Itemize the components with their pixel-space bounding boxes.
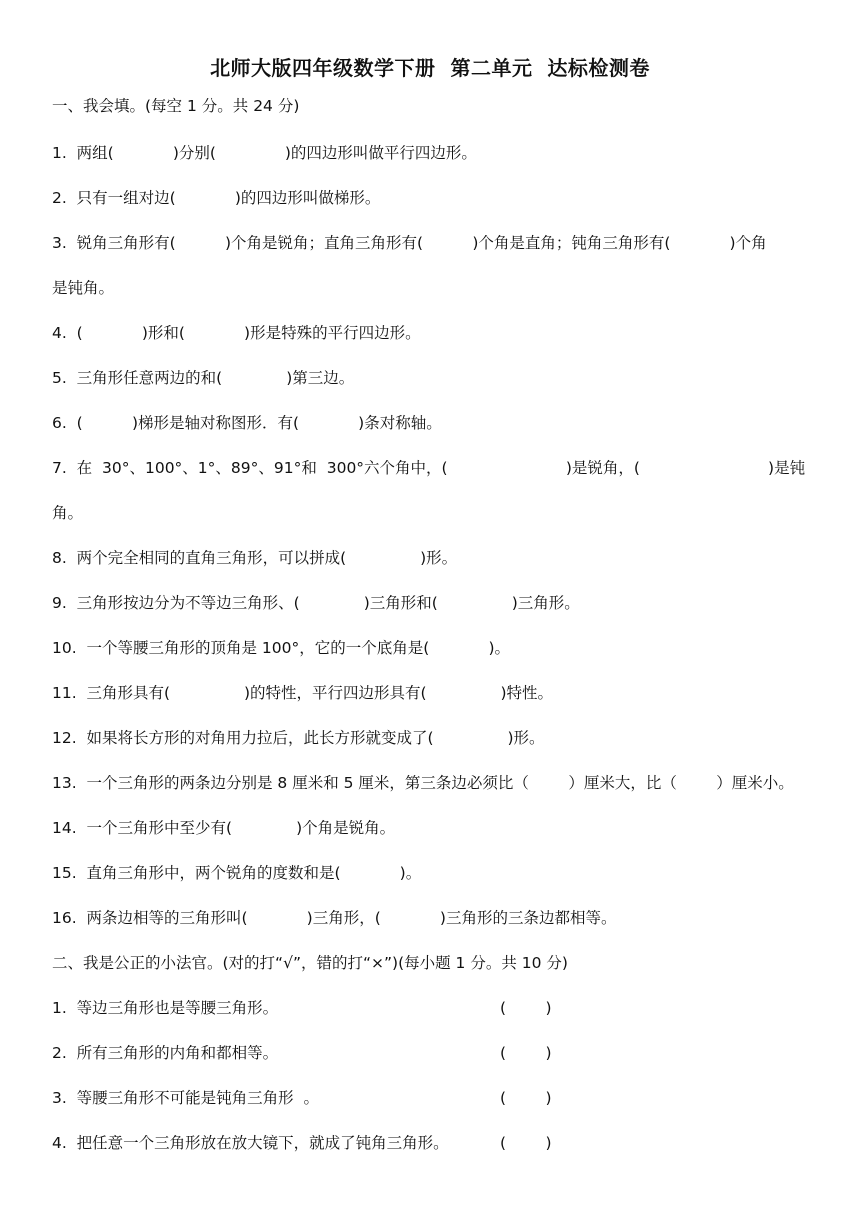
question-2: 2. 只有一组对边( )的四边形叫做梯形。 <box>52 189 381 207</box>
question-12: 12. 如果将长方形的对角用力拉后，此长方形就变成了( )形。 <box>52 729 545 747</box>
question-14: 14. 一个三角形中至少有( )个角是锐角。 <box>52 819 396 837</box>
answer-blank[interactable]: ( ) <box>500 1134 552 1152</box>
judge-item-text: 1. 等边三角形也是等腰三角形。 <box>52 999 279 1017</box>
question-7: 7. 在 30°、100°、1°、89°、91°和 300°六个角中，( )是锐角，( )是钝 <box>52 459 806 477</box>
question-13: 13. 一个三角形的两条边分别是 8 厘米和 5 厘米，第三条边必须比（ ）厘米大，比（ ）厘米小。 <box>52 774 794 792</box>
question-9: 9. 三角形按边分为不等边三角形、( )三角形和( )三角形。 <box>52 594 580 612</box>
answer-blank[interactable]: ( ) <box>500 999 552 1017</box>
judge-item-text: 3. 等腰三角形不可能是钝角三角形 。 <box>52 1089 319 1107</box>
question-5: 5. 三角形任意两边的和( )第三边。 <box>52 369 355 387</box>
judge-item-text: 2. 所有三角形的内角和都相等。 <box>52 1044 279 1062</box>
question-11: 11. 三角形具有( )的特性，平行四边形具有( )特性。 <box>52 684 554 702</box>
judge-item-4 <box>52 1131 812 1203</box>
question-8: 8. 两个完全相同的直角三角形，可以拼成( )形。 <box>52 549 458 567</box>
question-4: 4. ( )形和( )形是特殊的平行四边形。 <box>52 324 421 342</box>
question-3: 3. 锐角三角形有( )个角是锐角；直角三角形有( )个角是直角；钝角三角形有( )个角 <box>52 234 767 252</box>
question-1: 1. 两组( )分别( )的四边形叫做平行四边形。 <box>52 144 477 162</box>
judge-item-text: 4. 把任意一个三角形放在放大镜下，就成了钝角三角形。 <box>52 1134 449 1152</box>
question-10: 10. 一个等腰三角形的顶角是 100°，它的一个底角是( )。 <box>52 639 510 657</box>
question-16: 16. 两条边相等的三角形叫( )三角形，( )三角形的三条边都相等。 <box>52 909 617 927</box>
question-3-continued: 是钝角。 <box>52 279 115 297</box>
answer-blank[interactable]: ( ) <box>500 1044 552 1062</box>
answer-blank[interactable]: ( ) <box>500 1089 552 1107</box>
question-15: 15. 直角三角形中，两个锐角的度数和是( )。 <box>52 864 422 882</box>
section1-heading: 一、我会填。(每空 1 分。共 24 分) <box>52 97 300 115</box>
question-6: 6. ( )梯形是轴对称图形．有( )条对称轴。 <box>52 414 442 432</box>
question-7-continued: 角。 <box>52 504 84 522</box>
section2-heading: 二、我是公正的小法官。(对的打“√”，错的打“×”)(每小题 1 分。共 10 分) <box>52 954 568 972</box>
page-title: 北师大版四年级数学下册 第二单元 达标检测卷 <box>210 56 650 80</box>
